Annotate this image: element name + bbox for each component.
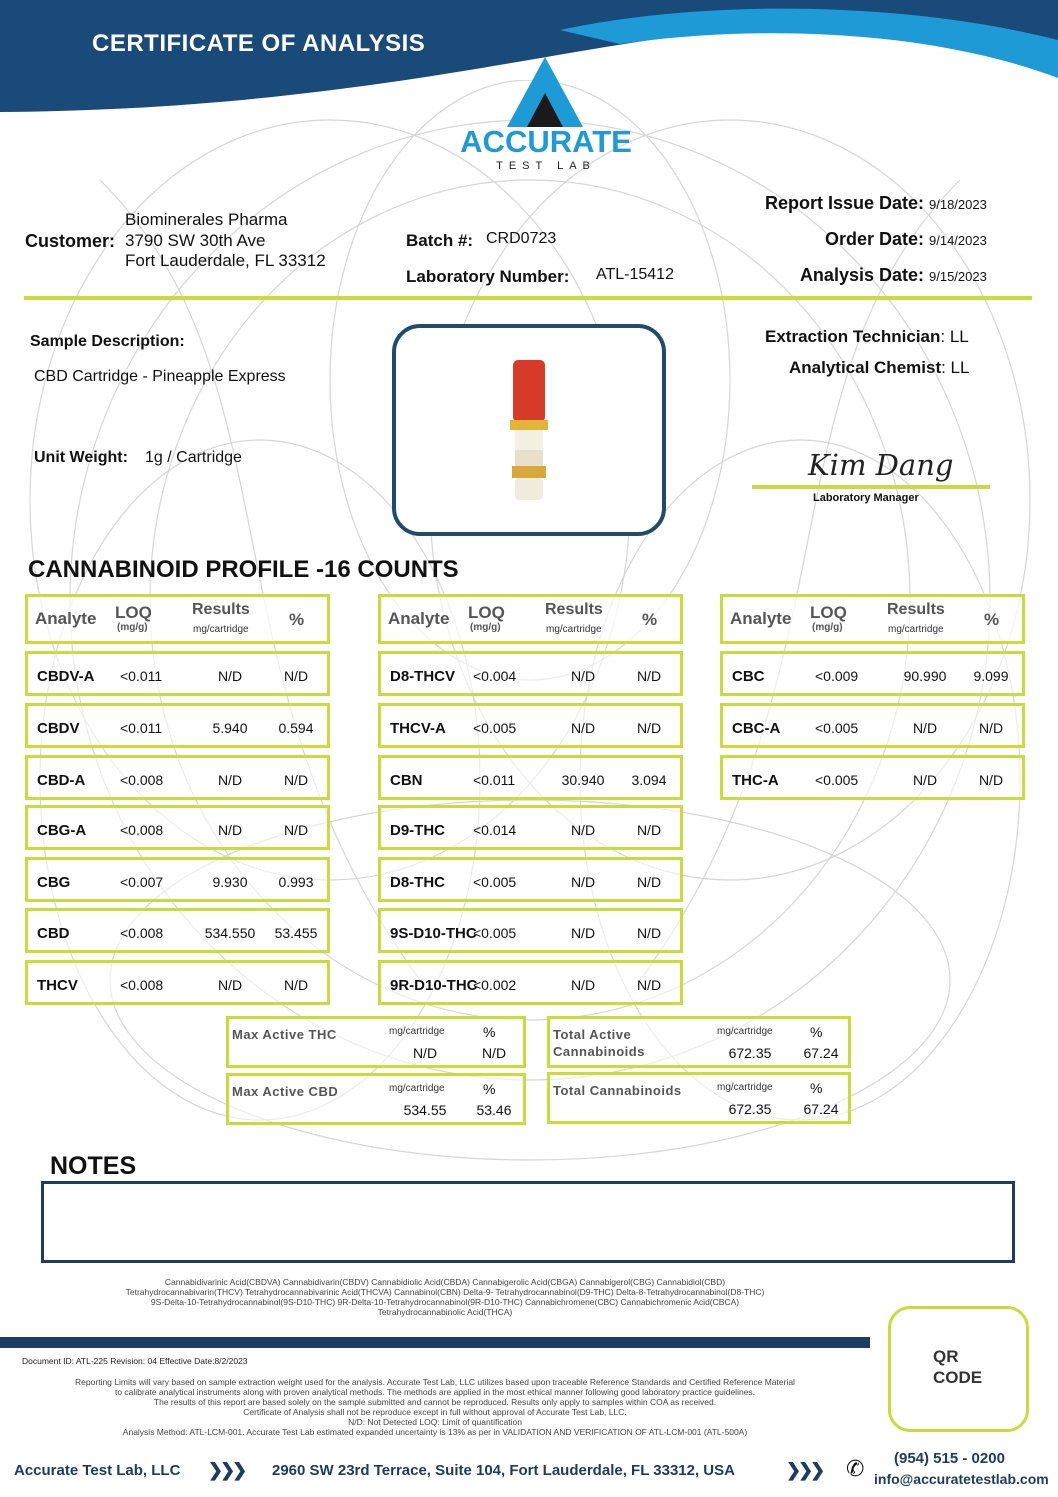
header-analyte: Analyte [730,609,792,628]
total-value: 534.55 [403,1102,447,1118]
total-value: N/D [412,1045,438,1061]
total-label: Total Active Cannabinoids [553,1027,645,1059]
analytical-chemist [789,358,969,378]
analyte-name: D8-THC [390,874,445,891]
analyte-name: THCV [37,977,78,994]
table-row [378,908,683,953]
total-box [547,1016,851,1068]
total-box [547,1072,851,1124]
result-value: 5.940 [212,720,248,736]
percent-value: N/D [636,977,662,993]
header-percent: % [289,610,305,629]
table-row [25,703,330,748]
loq-value: <0.005 [473,925,517,941]
total-percent-label: % [483,1024,496,1040]
footer-bar [0,1337,870,1348]
total-percent: N/D [481,1045,507,1061]
batch-value: CRD0723 [486,230,557,247]
header-loq: LOQ [115,603,152,622]
result-value: N/D [217,822,243,838]
result-value: 534.550 [204,925,256,941]
document-info: Document ID: ATL-225 Revision: 04 Effective Date:8/2/2023 [22,1356,248,1366]
table-row [25,857,330,902]
percent-value: 53.455 [274,925,318,941]
total-unit: mg/cartridge [717,1082,773,1093]
loq-value: <0.005 [473,720,517,736]
logo-triangle-icon [505,55,585,130]
batch-label: Batch #: [406,231,474,250]
header-loq-unit: (mg/g) [470,622,501,633]
percent-value: N/D [636,874,662,890]
total-value: 672.35 [728,1045,772,1061]
total-label: Max Active CBD [232,1084,339,1099]
footer-company: Accurate Test Lab, LLC [14,1462,181,1479]
total-percent-label: % [810,1024,823,1040]
table-row [378,857,683,902]
percent-value: N/D [636,720,662,736]
table-row [378,755,683,800]
result-value: N/D [570,977,596,993]
report-date-value: 9/18/2023 [929,197,987,212]
table-row [378,960,683,1005]
table-row [25,755,330,800]
table-header [25,594,330,644]
analyte-name: CBDV [37,720,80,737]
disclaimer [5,1377,865,1437]
total-value: 672.35 [728,1101,772,1117]
header-results: Results [545,601,603,618]
unit-weight-label: Unit Weight: [34,449,128,466]
percent-value: N/D [636,668,662,684]
result-value: 30.940 [561,772,605,788]
percent-value: N/D [283,977,309,993]
analyte-name: CBC [732,668,765,685]
legend-line: Tetrahydrocannabivarin(THCV) Tetrahydrocannabivarinic Acid(THCVA) Cannabinol(CBN) Delta-9- Tetrahydrocannabinol(D9-THC) Delta-8-Tetrahydrocannabinol(D8-THC) [125,1287,765,1297]
table-header [378,594,683,644]
result-value: 9.930 [212,874,248,890]
total-unit: mg/cartridge [717,1026,773,1037]
customer-label: Customer: [25,231,116,251]
sample-description-value: CBD Cartridge - Pineapple Express [34,368,286,385]
table-row [25,960,330,1005]
table-row [720,651,1025,696]
total-label: Total Cannabinoids [553,1083,682,1098]
analyte-name: D9-THC [390,822,445,839]
customer-address-line: 3790 SW 30th Ave [125,231,266,250]
logo-name: ACCURATE [460,124,632,159]
chevrons-icon: ❯❯❯ [208,1460,245,1480]
footer-email[interactable]: info@accuratetestlab.com [874,1471,1049,1487]
footer-phone: (954) 515 - 0200 [894,1450,1005,1467]
percent-value: N/D [636,925,662,941]
profile-title: CANNABINOID PROFILE -16 COUNTS [28,556,459,583]
table-header [720,594,1025,644]
header-percent: % [642,610,658,629]
loq-value: <0.007 [120,874,164,890]
manager-label: Laboratory Manager [813,492,919,504]
table-row [25,805,330,850]
percent-value: 0.594 [278,720,314,736]
total-percent: 67.24 [803,1101,839,1117]
abbreviation-legend [15,1277,875,1317]
disclaimer-line: N/D: Not Detected LOQ: Limit of quantification [348,1417,522,1427]
header-loq: LOQ [810,603,847,622]
legend-line: Tetrahydrocannabinolic Acid(THCA) [377,1307,513,1317]
header-results-unit: mg/cartridge [888,624,944,635]
table-row [378,805,683,850]
result-value: N/D [217,977,243,993]
phone-icon: ✆ [846,1456,865,1481]
total-unit: mg/cartridge [389,1083,445,1094]
percent-value: N/D [283,822,309,838]
loq-value: <0.011 [120,668,163,684]
chevrons-icon: ❯❯❯ [786,1460,823,1480]
loq-value: <0.009 [815,668,859,684]
analyte-name: THC-A [732,772,779,789]
notes-box [41,1181,1015,1263]
header-results-unit: mg/cartridge [546,624,602,635]
analyte-name: 9R-D10-THC [390,977,478,994]
total-percent: 53.46 [476,1102,512,1118]
signature-line [752,485,990,489]
sample-photo-frame [392,324,666,536]
total-unit: mg/cartridge [389,1026,445,1037]
percent-value: 3.094 [631,772,667,788]
table-row [25,651,330,696]
loq-value: <0.005 [815,720,859,736]
disclaimer-line: The results of this report are based solely on the sample submitted and cannot be reproduced. Results only apply to samples within COA as received. [153,1397,717,1407]
header-analyte: Analyte [35,609,97,628]
extraction-technician-label: Extraction Technician [765,327,941,346]
header-loq-unit: (mg/g) [812,622,843,633]
disclaimer-line: Reporting Limits will vary based on sample extraction weight used for the analysis. Accurate Test Lab, LLC utilizes based upon traceable Reference Standards and Certified Reference Material [75,1377,795,1387]
qr-code-placeholder [888,1306,1029,1432]
percent-value: N/D [636,822,662,838]
total-percent: 67.24 [803,1045,839,1061]
analysis-date-label: Analysis Date: [799,265,924,285]
result-value: N/D [912,720,938,736]
loq-value: <0.008 [120,977,164,993]
notes-title: NOTES [50,1152,137,1180]
analysis-date-value: 9/15/2023 [929,269,987,284]
analyte-name: CBC-A [732,720,781,737]
cartridge-image [396,328,662,532]
header-results-unit: mg/cartridge [193,624,249,635]
analyte-name: 9S-D10-THC [390,925,477,942]
total-label: Max Active THC [232,1027,337,1042]
result-value: N/D [217,772,243,788]
header-analyte: Analyte [388,609,450,628]
legend-line: 9S-Delta-10-Tetrahydrocannabinol(9S-D10-THC) 9R-Delta-10-Tetrahydrocannabinol(9R-D10-THC) Cannabichromene(CBC) Cannabichromenic Acid(CBCA) [150,1297,740,1307]
customer-city-line: Fort Lauderdale, FL 33312 [125,251,326,270]
result-value: N/D [570,822,596,838]
customer-name: Biominerales Pharma [125,210,288,229]
analytical-chemist-value: : LL [941,358,970,377]
header-divider [24,296,1032,300]
logo-subtitle: TEST LAB [496,160,596,172]
qr-label-line1: QR [933,1347,959,1366]
total-box [226,1016,526,1068]
result-value: N/D [570,720,596,736]
loq-value: <0.005 [815,772,859,788]
result-value: N/D [570,925,596,941]
extraction-technician-value: : LL [940,327,969,346]
order-date-label: Order Date: [824,229,924,249]
loq-value: <0.008 [120,772,164,788]
loq-value: <0.011 [120,720,163,736]
analyte-name: D8-THCV [390,668,456,685]
footer-address: 2960 SW 23rd Terrace, Suite 104, Fort Lauderdale, FL 33312, USA [272,1462,735,1479]
sample-description-label: Sample Description: [30,333,185,350]
loq-value: <0.008 [120,822,164,838]
analyte-name: THCV-A [390,720,446,737]
result-value: N/D [570,874,596,890]
table-row [720,703,1025,748]
legend-line: Cannabidivarinic Acid(CBDVA) Cannabidivarin(CBDV) Cannabidiolic Acid(CBDA) Cannabigerolic Acid(CBGA) Cannabigerol(CBG) Cannabidiol(CBD) [164,1277,726,1287]
disclaimer-line: Certificate of Analysis shall not be reproduce except in full without approval of Accurate Test Lab, LLC. [243,1407,627,1417]
result-value: 90.990 [903,668,947,684]
header-loq-unit: (mg/g) [117,622,148,633]
analyte-name: CBD [37,925,70,942]
table-row [720,755,1025,800]
document-title: CERTIFICATE OF ANALYSIS [92,30,426,57]
analyte-name: CBG-A [37,822,87,839]
header-loq: LOQ [468,603,505,622]
loq-value: <0.008 [120,925,164,941]
report-date-label: Report Issue Date: [764,193,924,213]
total-percent-label: % [483,1081,496,1097]
header-results: Results [887,601,945,618]
analyte-name: CBDV-A [37,668,95,685]
disclaimer-line: to calibrate analytical instruments along with proven analytical methods. The methods are applied in the most ethical manner following good laboratory practice guidelines. [114,1387,756,1397]
total-percent-label: % [810,1080,823,1096]
percent-value: N/D [978,720,1004,736]
loq-value: <0.002 [473,977,517,993]
result-value: N/D [570,668,596,684]
result-value: N/D [217,668,243,684]
table-row [378,703,683,748]
analyte-name: CBN [390,772,423,789]
analyte-name: CBG [37,874,71,891]
unit-weight-value: 1g / Cartridge [145,449,242,466]
percent-value: 0.993 [278,874,314,890]
percent-value: N/D [978,772,1004,788]
loq-value: <0.004 [473,668,517,684]
loq-value: <0.005 [473,874,517,890]
header-results: Results [192,601,250,618]
percent-value: N/D [283,668,309,684]
signature: Kim Dang [808,448,954,482]
result-value: N/D [912,772,938,788]
analytical-chemist-label: Analytical Chemist [789,358,942,377]
order-date-value: 9/14/2023 [929,233,987,248]
loq-value: <0.011 [473,772,516,788]
lab-number-value: ATL-15412 [596,266,674,283]
table-row [378,651,683,696]
table-row [25,908,330,953]
qr-label-line2: CODE [933,1368,983,1387]
loq-value: <0.014 [473,822,517,838]
header-percent: % [984,610,1000,629]
percent-value: 9.099 [973,668,1009,684]
total-box [226,1073,526,1125]
extraction-technician [765,327,969,347]
lab-number-label: Laboratory Number: [406,267,570,286]
analyte-name: CBD-A [37,772,86,789]
disclaimer-line: Analysis Method: ATL-LCM-001. Accurate Test Lab estimated expanded uncertainty is 13% as per in VALIDATION AND VERIFICATION OF ATL-LCM-001 (ATL-500A) [122,1427,748,1437]
percent-value: N/D [283,772,309,788]
